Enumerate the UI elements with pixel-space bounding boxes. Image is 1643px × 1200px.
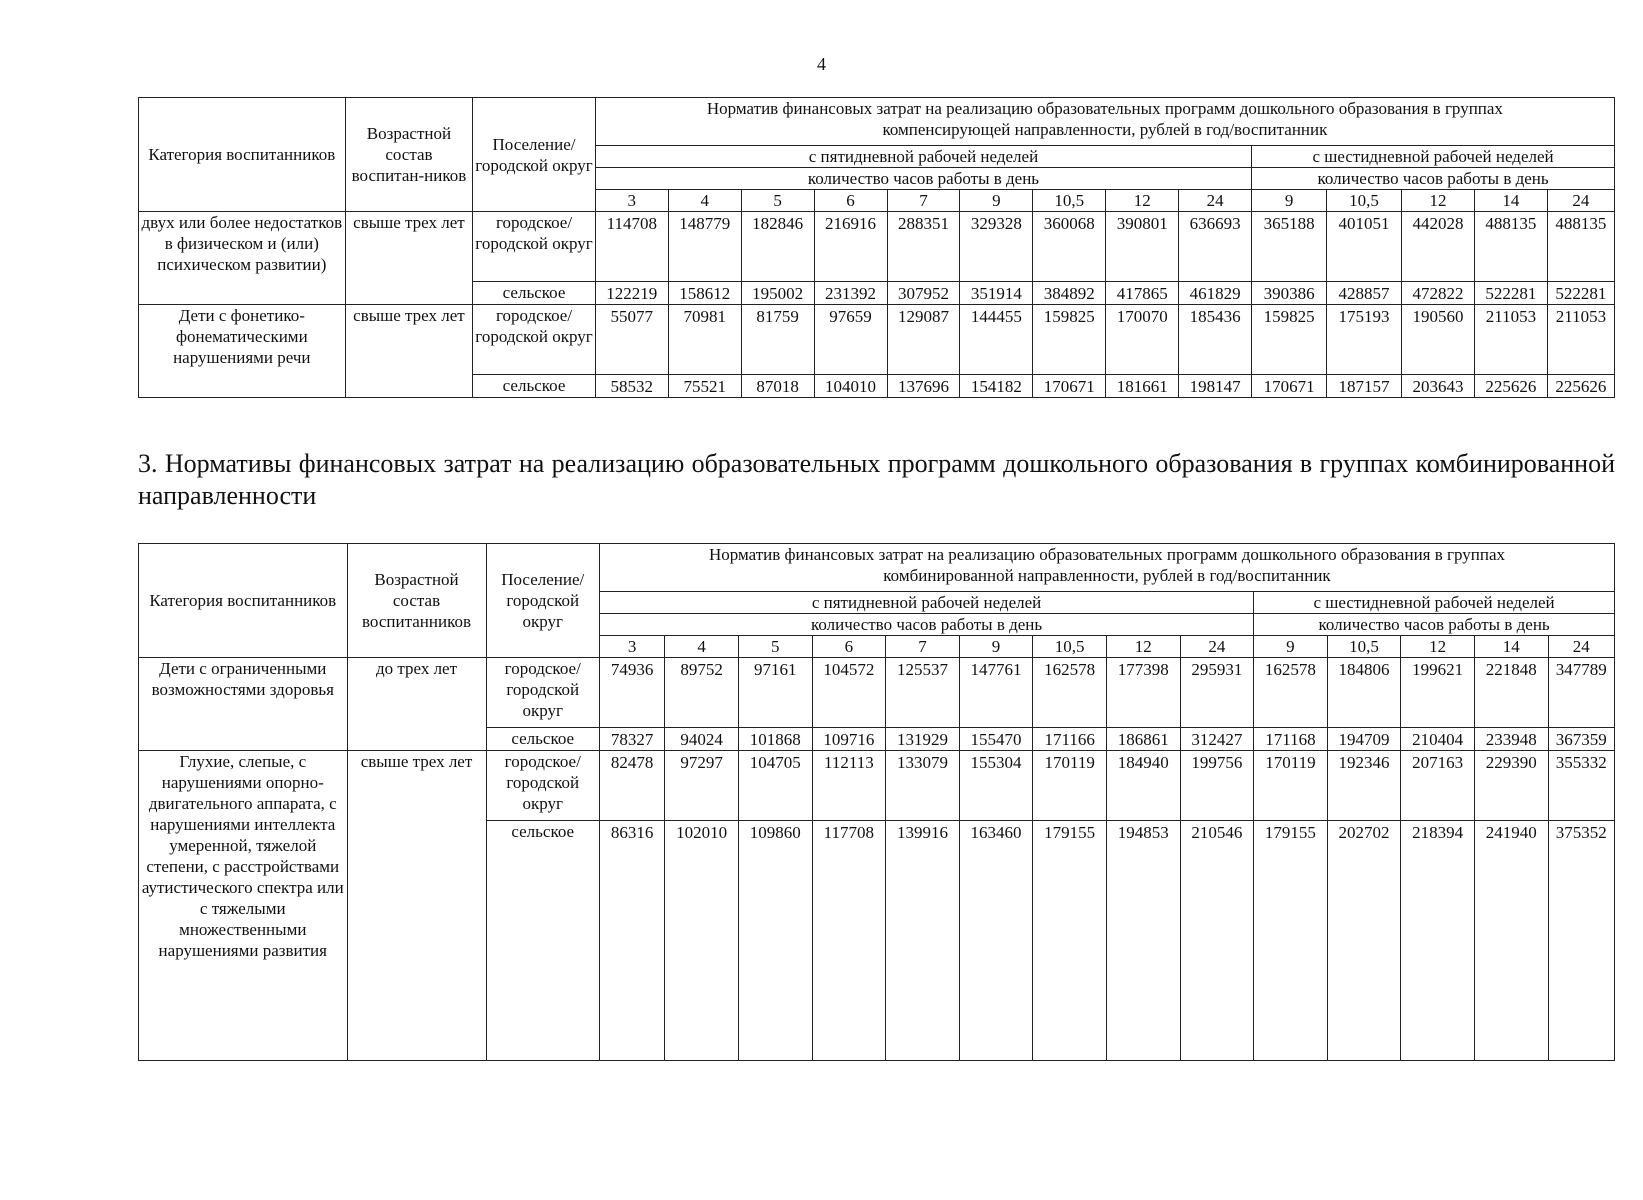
- settlement-cell: сельское: [486, 728, 599, 751]
- value-cell: 78327: [599, 728, 664, 751]
- value-cell: 360068: [1033, 212, 1106, 282]
- value-cell: 133079: [886, 751, 960, 821]
- value-cell: 241940: [1474, 821, 1548, 1061]
- category-cell: Дети с фонетико-фонематическими нарушениями речи: [139, 305, 346, 398]
- header-hours-five: количество часов работы в день: [595, 168, 1251, 190]
- value-cell: 428857: [1327, 282, 1402, 305]
- hours-cell: 10,5: [1327, 190, 1402, 212]
- page-number: 4: [817, 54, 826, 74]
- header-five-day: с пятидневной рабочей неделей: [595, 146, 1251, 168]
- value-cell: 329328: [960, 212, 1033, 282]
- value-cell: 177398: [1106, 658, 1180, 728]
- value-cell: 307952: [887, 282, 960, 305]
- value-cell: 225626: [1547, 375, 1614, 398]
- header-hours-five: количество часов работы в день: [599, 614, 1253, 636]
- header-six-day: с шестидневной рабочей неделей: [1254, 592, 1615, 614]
- hours-cell: 7: [887, 190, 960, 212]
- header-six-day: с шестидневной рабочей неделей: [1252, 146, 1615, 168]
- header-row: [139, 98, 1615, 146]
- hours-cell: 12: [1402, 190, 1475, 212]
- value-cell: 97659: [814, 305, 887, 375]
- compensating-norms-table: [138, 97, 1615, 398]
- hours-cell: 9: [1254, 636, 1328, 658]
- value-cell: 179155: [1254, 821, 1328, 1061]
- value-cell: 355332: [1548, 751, 1615, 821]
- hours-cell: 10,5: [1033, 190, 1106, 212]
- hours-cell: 4: [668, 190, 741, 212]
- value-cell: 636693: [1179, 212, 1252, 282]
- value-cell: 195002: [741, 282, 814, 305]
- value-cell: 109716: [812, 728, 886, 751]
- value-cell: 159825: [1252, 305, 1327, 375]
- value-cell: 210404: [1401, 728, 1475, 751]
- age-cell: до трех лет: [347, 658, 486, 751]
- value-cell: 375352: [1548, 821, 1615, 1061]
- value-cell: 295931: [1180, 658, 1254, 728]
- value-cell: 89752: [665, 658, 739, 728]
- hours-cell: 24: [1548, 636, 1615, 658]
- value-cell: 210546: [1180, 821, 1254, 1061]
- header-age: Возрастной состав воспитанников: [347, 544, 486, 658]
- header-row: [139, 544, 1615, 592]
- value-cell: 82478: [599, 751, 664, 821]
- value-cell: 179155: [1033, 821, 1107, 1061]
- header-settlement: Поселение/ городской округ: [473, 98, 596, 212]
- value-cell: 233948: [1474, 728, 1548, 751]
- settlement-cell: сельское: [473, 282, 596, 305]
- value-cell: 139916: [886, 821, 960, 1061]
- value-cell: 86316: [599, 821, 664, 1061]
- value-cell: 104705: [738, 751, 812, 821]
- value-cell: 158612: [668, 282, 741, 305]
- value-cell: 94024: [665, 728, 739, 751]
- value-cell: 390801: [1106, 212, 1179, 282]
- table-row: [139, 751, 1615, 821]
- value-cell: 231392: [814, 282, 887, 305]
- value-cell: 207163: [1401, 751, 1475, 821]
- value-cell: 211053: [1547, 305, 1614, 375]
- hours-cell: 6: [814, 190, 887, 212]
- hours-cell: 24: [1179, 190, 1252, 212]
- value-cell: 162578: [1033, 658, 1107, 728]
- section-title: 3. Нормативы финансовых затрат на реализацию образовательных программ дошкольного образования в группах комбинированной направленности: [138, 449, 1615, 510]
- category-cell: Глухие, слепые, с нарушениями опорно-двигательного аппарата, с нарушениями интеллекта умеренной, тяжелой степени, с расстройствами аутистического спектра или с тяжелыми множественными нарушениями развития: [139, 751, 348, 1061]
- hours-cell: 10,5: [1033, 636, 1107, 658]
- header-category: Категория воспитанников: [139, 98, 346, 212]
- category-cell: Дети с ограниченными возможностями здоровья: [139, 658, 348, 751]
- value-cell: 163460: [959, 821, 1033, 1061]
- value-cell: 288351: [887, 212, 960, 282]
- value-cell: 488135: [1474, 212, 1547, 282]
- hours-cell: 6: [812, 636, 886, 658]
- value-cell: 221848: [1474, 658, 1548, 728]
- hours-cell: 14: [1474, 636, 1548, 658]
- header-five-day: с пятидневной рабочей неделей: [599, 592, 1253, 614]
- age-cell: свыше трех лет: [345, 212, 473, 305]
- table-row: [139, 212, 1615, 282]
- value-cell: 367359: [1548, 728, 1615, 751]
- value-cell: 351914: [960, 282, 1033, 305]
- hours-cell: 3: [599, 636, 664, 658]
- value-cell: 104572: [812, 658, 886, 728]
- value-cell: 97297: [665, 751, 739, 821]
- value-cell: 488135: [1547, 212, 1614, 282]
- category-cell: двух или более недостатков в физическом и (или) психическом развитии): [139, 212, 346, 305]
- value-cell: 365188: [1252, 212, 1327, 282]
- value-cell: 162578: [1254, 658, 1328, 728]
- hours-cell: 9: [960, 190, 1033, 212]
- header-hours-six: количество часов работы в день: [1252, 168, 1615, 190]
- value-cell: 199756: [1180, 751, 1254, 821]
- value-cell: 112113: [812, 751, 886, 821]
- value-cell: 155470: [959, 728, 1033, 751]
- value-cell: 109860: [738, 821, 812, 1061]
- hours-cell: 5: [741, 190, 814, 212]
- value-cell: 401051: [1327, 212, 1402, 282]
- value-cell: 186861: [1106, 728, 1180, 751]
- settlement-cell: городское/ городской округ: [486, 751, 599, 821]
- value-cell: 154182: [960, 375, 1033, 398]
- value-cell: 384892: [1033, 282, 1106, 305]
- value-cell: 522281: [1474, 282, 1547, 305]
- value-cell: 131929: [886, 728, 960, 751]
- value-cell: 58532: [595, 375, 668, 398]
- header-settlement: Поселение/ городской округ: [486, 544, 599, 658]
- settlement-cell: городское/ городской округ: [473, 212, 596, 282]
- value-cell: 81759: [741, 305, 814, 375]
- value-cell: 148779: [668, 212, 741, 282]
- value-cell: 390386: [1252, 282, 1327, 305]
- settlement-cell: городское/ городской округ: [486, 658, 599, 728]
- value-cell: 171168: [1254, 728, 1328, 751]
- value-cell: 70981: [668, 305, 741, 375]
- value-cell: 190560: [1402, 305, 1475, 375]
- value-cell: 147761: [959, 658, 1033, 728]
- hours-cell: 9: [1252, 190, 1327, 212]
- hours-cell: 12: [1106, 636, 1180, 658]
- settlement-cell: сельское: [486, 821, 599, 1061]
- combined-norms-table: [138, 543, 1615, 1061]
- value-cell: 170070: [1106, 305, 1179, 375]
- value-cell: 194853: [1106, 821, 1180, 1061]
- value-cell: 211053: [1474, 305, 1547, 375]
- hours-cell: 12: [1401, 636, 1475, 658]
- hours-cell: 5: [738, 636, 812, 658]
- value-cell: 129087: [887, 305, 960, 375]
- settlement-cell: городское/ городской округ: [473, 305, 596, 375]
- header-norm: Норматив финансовых затрат на реализацию образовательных программ дошкольного образования в группах компенсирующей направленности, рублей в год/воспитанник: [595, 98, 1614, 146]
- header-age: Возрастной состав воспитан-ников: [345, 98, 473, 212]
- value-cell: 229390: [1474, 751, 1548, 821]
- value-cell: 225626: [1474, 375, 1547, 398]
- hours-cell: 24: [1547, 190, 1614, 212]
- table-row: [139, 658, 1615, 728]
- value-cell: 461829: [1179, 282, 1252, 305]
- value-cell: 442028: [1402, 212, 1475, 282]
- value-cell: 202702: [1327, 821, 1401, 1061]
- header-norm: Норматив финансовых затрат на реализацию образовательных программ дошкольного образования в группах комбинированной направленности, рублей в год/воспитанник: [599, 544, 1614, 592]
- value-cell: 144455: [960, 305, 1033, 375]
- value-cell: 199621: [1401, 658, 1475, 728]
- value-cell: 198147: [1179, 375, 1252, 398]
- hours-cell: 3: [595, 190, 668, 212]
- header-category: Категория воспитанников: [139, 544, 348, 658]
- value-cell: 194709: [1327, 728, 1401, 751]
- value-cell: 55077: [595, 305, 668, 375]
- value-cell: 417865: [1106, 282, 1179, 305]
- hours-cell: 4: [665, 636, 739, 658]
- age-cell: свыше трех лет: [345, 305, 473, 398]
- value-cell: 170671: [1033, 375, 1106, 398]
- value-cell: 170119: [1254, 751, 1328, 821]
- value-cell: 181661: [1106, 375, 1179, 398]
- value-cell: 522281: [1547, 282, 1614, 305]
- hours-cell: 10,5: [1327, 636, 1401, 658]
- value-cell: 192346: [1327, 751, 1401, 821]
- value-cell: 170119: [1033, 751, 1107, 821]
- hours-cell: 24: [1180, 636, 1254, 658]
- value-cell: 312427: [1180, 728, 1254, 751]
- value-cell: 184806: [1327, 658, 1401, 728]
- value-cell: 171166: [1033, 728, 1107, 751]
- age-cell: свыше трех лет: [347, 751, 486, 1061]
- value-cell: 175193: [1327, 305, 1402, 375]
- value-cell: 125537: [886, 658, 960, 728]
- value-cell: 187157: [1327, 375, 1402, 398]
- value-cell: 159825: [1033, 305, 1106, 375]
- hours-cell: 7: [886, 636, 960, 658]
- value-cell: 122219: [595, 282, 668, 305]
- value-cell: 97161: [738, 658, 812, 728]
- value-cell: 104010: [814, 375, 887, 398]
- value-cell: 114708: [595, 212, 668, 282]
- value-cell: 216916: [814, 212, 887, 282]
- value-cell: 185436: [1179, 305, 1252, 375]
- value-cell: 347789: [1548, 658, 1615, 728]
- value-cell: 184940: [1106, 751, 1180, 821]
- value-cell: 155304: [959, 751, 1033, 821]
- table-row: [139, 305, 1615, 375]
- value-cell: 182846: [741, 212, 814, 282]
- value-cell: 203643: [1402, 375, 1475, 398]
- header-hours-six: количество часов работы в день: [1254, 614, 1615, 636]
- value-cell: 170671: [1252, 375, 1327, 398]
- value-cell: 218394: [1401, 821, 1475, 1061]
- value-cell: 87018: [741, 375, 814, 398]
- hours-cell: 9: [959, 636, 1033, 658]
- value-cell: 74936: [599, 658, 664, 728]
- value-cell: 75521: [668, 375, 741, 398]
- value-cell: 137696: [887, 375, 960, 398]
- hours-cell: 14: [1474, 190, 1547, 212]
- hours-cell: 12: [1106, 190, 1179, 212]
- settlement-cell: сельское: [473, 375, 596, 398]
- value-cell: 472822: [1402, 282, 1475, 305]
- value-cell: 117708: [812, 821, 886, 1061]
- value-cell: 102010: [665, 821, 739, 1061]
- value-cell: 101868: [738, 728, 812, 751]
